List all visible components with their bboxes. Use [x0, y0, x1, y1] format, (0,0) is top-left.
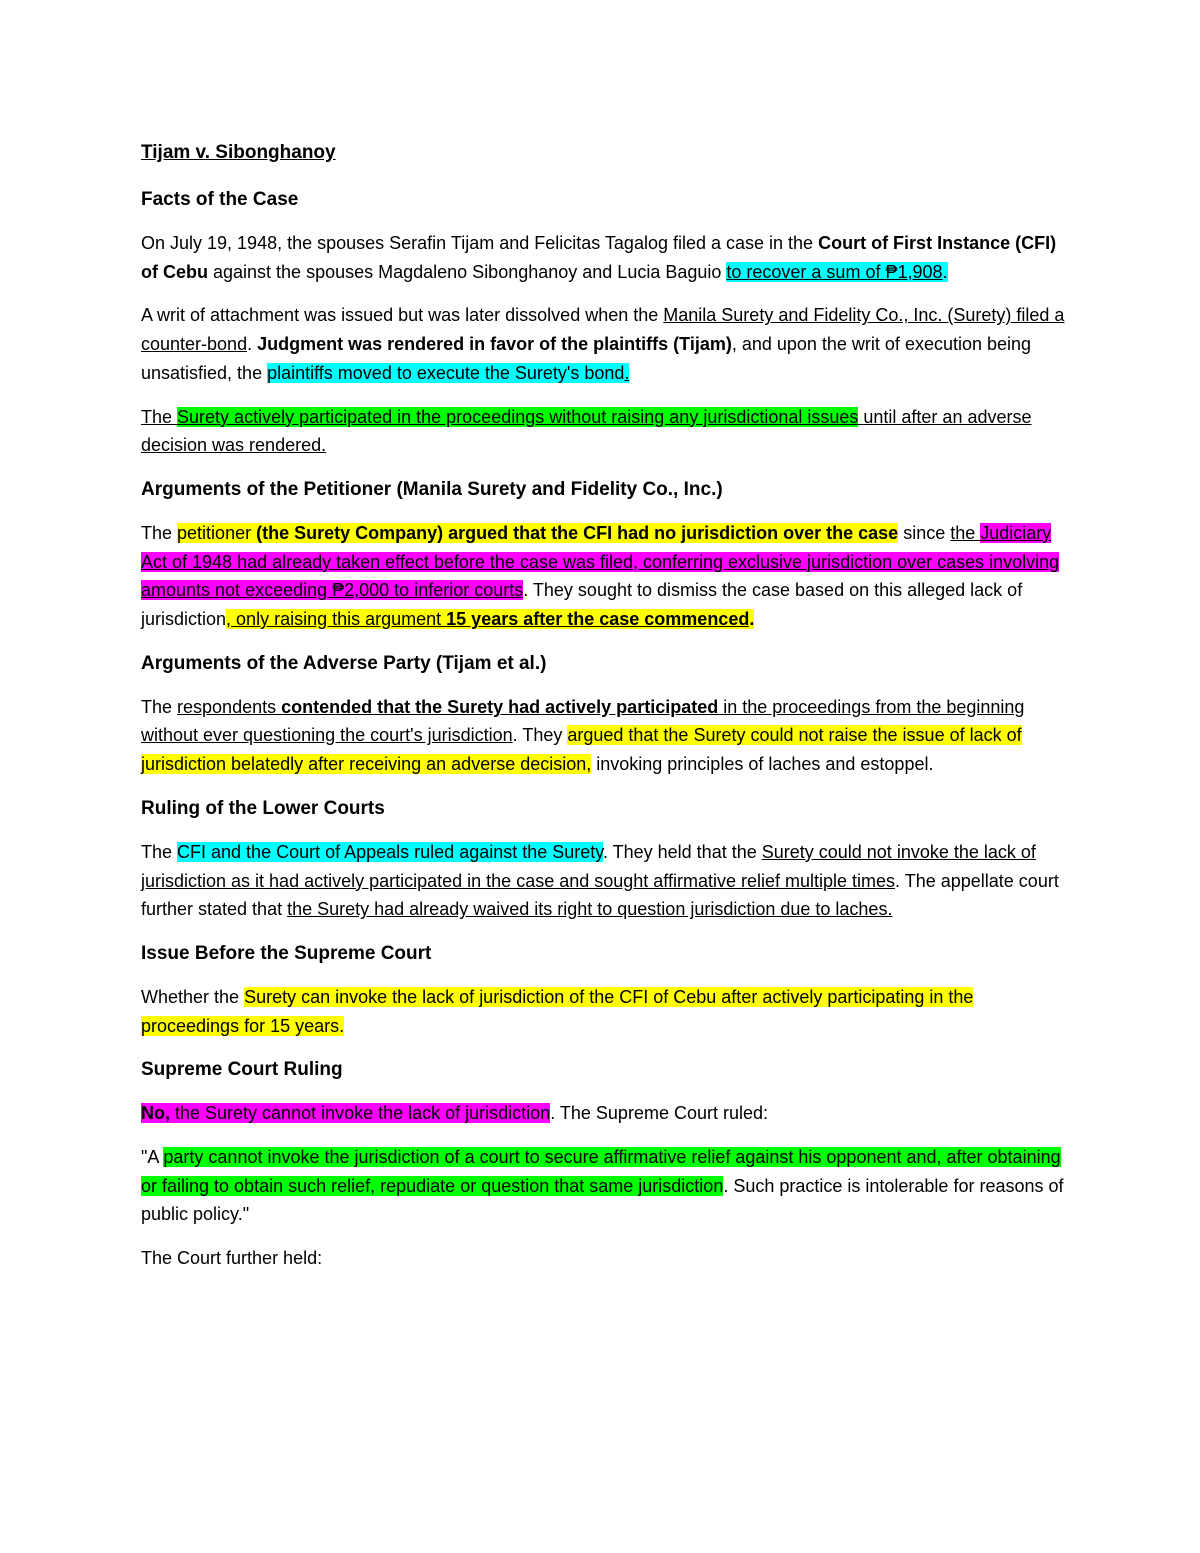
text-run: No,: [141, 1103, 170, 1124]
text-run: The: [141, 696, 178, 717]
section-heading: Ruling of the Lower Courts: [141, 797, 385, 819]
text-run: against the spouses Magdaleno Sibonghanoy and Lucia Baguio: [208, 261, 727, 282]
text-run: . Such practice is intolerable for reasons of public policy.": [141, 1175, 1064, 1225]
section-heading: Arguments of the Petitioner (Manila Surety and Fidelity Co., Inc.): [141, 478, 723, 500]
text-run: the Surety cannot invoke the lack of jurisdiction: [170, 1103, 551, 1124]
text-run: party cannot invoke the jurisdiction of a court to secure affirmative relief against his opponent and, after obtaining or failing to obtain such relief, repudiate or question that same jurisdiction: [141, 1147, 1061, 1196]
text-run: argued that the Surety could not raise the issue of lack of jurisdiction belatedly after receiving an adverse decision,: [141, 725, 1022, 775]
text-run: plaintiffs moved to execute the Surety's bond: [267, 362, 625, 383]
paragraph: [141, 519, 1066, 634]
text-run: respondents: [177, 696, 282, 717]
text-run: contended that the Surety had actively participated: [281, 696, 719, 717]
text-run: Surety can invoke the lack of jurisdiction of the CFI of Cebu after actively participating in the proceedings for 15 years.: [141, 986, 974, 1036]
document-sections: [141, 185, 1066, 1273]
text-run: .: [624, 362, 630, 383]
paragraph: [141, 1143, 1066, 1229]
text-run: Judiciary Act of 1948 had already taken effect before the case was filed, conferring exclusive jurisdiction over cases involving amounts not exceeding ₱2,000 to inferior courts: [141, 522, 1060, 601]
text-run: Whether the: [141, 986, 245, 1007]
paragraph: [141, 983, 1066, 1040]
paragraph: [141, 838, 1066, 924]
text-run: to recover a sum of ₱1,908: [726, 261, 943, 282]
paragraph: [141, 301, 1066, 387]
text-run: On July 19, 1948, the spouses Serafin Tijam and Felicitas Tagalog filed a case in the: [141, 233, 819, 253]
text-run: (the Surety Company) argued that the CFI had no jurisdiction over the case: [256, 522, 899, 543]
text-run: . The Supreme Court ruled:: [550, 1103, 768, 1124]
text-run: . The appellate court further stated that: [141, 870, 1059, 920]
text-run: .: [942, 261, 948, 282]
section-heading: Supreme Court Ruling: [141, 1059, 343, 1081]
section-heading: Issue Before the Supreme Court: [141, 942, 432, 964]
text-run: . They held that the: [602, 841, 762, 862]
text-run: invoking principles of laches and estoppel.: [591, 754, 934, 775]
document-title: Tijam v. Sibonghanoy: [141, 142, 336, 163]
paragraph: [141, 403, 1066, 460]
text-run: petitioner: [177, 522, 257, 543]
text-run: .: [749, 609, 755, 630]
paragraph: [141, 1099, 1066, 1128]
text-run: , and upon the writ of execution being unsatisfied, the: [141, 334, 1032, 383]
section-heading: Arguments of the Adverse Party (Tijam et al.): [141, 652, 547, 674]
text-run: . They: [512, 725, 568, 746]
text-run: Surety could not invoke the lack of jurisdiction as it had actively participated in the case and sought affirmative relief multiple times: [141, 841, 1036, 891]
paragraph: [141, 693, 1066, 779]
paragraph: [141, 1244, 1066, 1273]
text-run: in the proceedings from the beginning without ever questioning the court's jurisdiction: [141, 696, 1025, 746]
document-body: [141, 138, 1066, 1288]
text-run: Court of First Instance (CFI) of Cebu: [141, 233, 1057, 282]
text-run: , only raising this argument: [226, 609, 447, 630]
text-run: the: [950, 522, 981, 543]
text-run: since: [898, 522, 951, 543]
text-run: CFI and the Court of Appeals ruled against the Surety: [177, 841, 603, 862]
text-run: The Court further held:: [141, 1248, 323, 1269]
text-run: The: [141, 522, 178, 543]
text-run: "A: [141, 1147, 164, 1168]
text-run: . They sought to dismiss the case based on this alleged lack of jurisdiction: [141, 580, 1023, 630]
text-run: .: [247, 334, 258, 355]
paragraph: [141, 229, 1066, 286]
text-run: Manila Surety and Fidelity Co., Inc. (Surety) filed a counter-bond: [141, 305, 1065, 355]
text-run: The: [141, 841, 178, 862]
section-heading: Facts of the Case: [141, 189, 299, 210]
text-run: A writ of attachment was issued but was later dissolved when the: [141, 305, 664, 326]
text-run: the Surety had already waived its right to question jurisdiction due to laches.: [287, 899, 893, 920]
text-run: Surety actively participated in the proceedings without raising any jurisdictional issues: [177, 406, 859, 427]
text-run: 15 years after the case commenced: [446, 609, 750, 630]
text-run: Judgment was rendered in favor of the plaintiffs (Tijam): [257, 334, 732, 355]
text-run: until after an adverse decision was rendered.: [141, 406, 1032, 456]
text-run: The: [141, 406, 178, 427]
